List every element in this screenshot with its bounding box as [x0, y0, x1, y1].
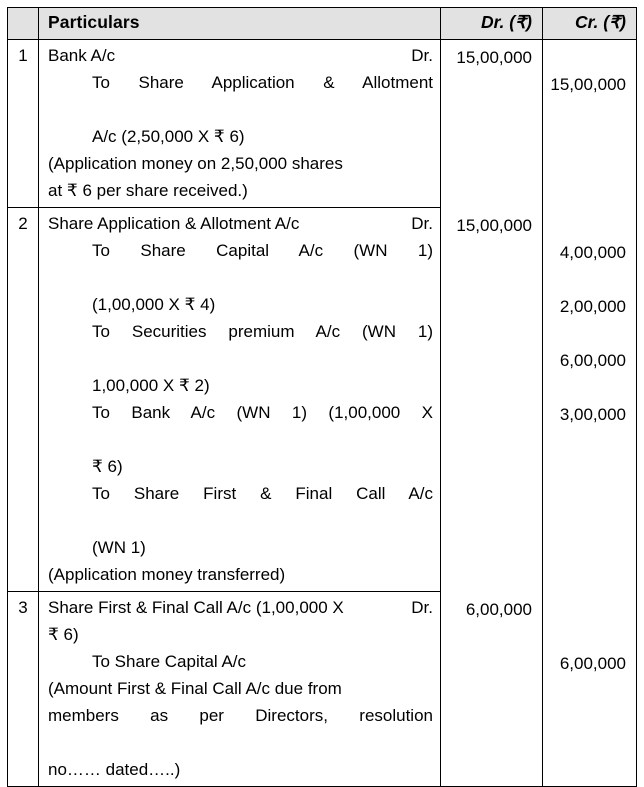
header-row: [8, 8, 637, 40]
column-header-debit: Dr. (₹): [441, 8, 543, 40]
narration-text: (Amount First & Final Call A/c due from: [48, 679, 342, 698]
journal-line-credit-account: [48, 648, 433, 675]
account-name: To Share Application & Allotment: [92, 73, 433, 92]
debit-amount: 15,00,000: [456, 48, 532, 67]
journal-line-credit-account: [48, 69, 433, 123]
journal-narration-line: [48, 675, 433, 702]
account-name: To Share Capital A/c (WN 1): [92, 241, 433, 260]
journal-narration-line: [48, 150, 433, 177]
account-detail: (1,00,000 X ₹ 4): [92, 295, 216, 314]
journal-line-debit-account: [48, 210, 433, 237]
credit-amount-cell: [543, 208, 637, 592]
journal-line-credit-account-cont: [48, 372, 433, 399]
dr-tag: Dr.: [411, 598, 433, 617]
journal-line-credit-account-cont: [48, 534, 433, 561]
table-header: [8, 8, 637, 40]
particulars-cell: [39, 40, 441, 208]
column-header-particulars: Particulars: [39, 8, 441, 40]
account-name: Share Application & Allotment A/c: [48, 214, 300, 233]
spacer: [549, 596, 626, 650]
account-name: To Securities premium A/c (WN 1): [92, 322, 433, 341]
credit-amount-cell: [543, 40, 637, 208]
journal-entry-table-container: [7, 7, 636, 779]
dr-tag: Dr.: [411, 46, 433, 65]
journal-line-credit-account-cont: [48, 291, 433, 318]
table-row: [8, 208, 637, 592]
credit-amount: 6,00,000: [559, 653, 626, 673]
debit-amount-cell: [441, 208, 543, 592]
debit-amount: 6,00,000: [465, 599, 532, 619]
journal-line-credit-account: [48, 237, 433, 291]
serial-number-cell: 1: [8, 40, 39, 208]
account-detail: ₹ 6): [92, 457, 123, 476]
journal-line-credit-account-cont: [48, 453, 433, 480]
journal-narration-line: [48, 756, 433, 783]
account-detail: (WN 1): [92, 538, 146, 557]
journal-narration-line: [48, 561, 433, 588]
credit-amount-cell: [543, 592, 637, 787]
account-detail: 1,00,000 X ₹ 2): [92, 376, 210, 395]
debit-amount-cell: [441, 40, 543, 208]
account-name: To Share First & Final Call A/c: [92, 484, 433, 503]
credit-amount: 3,00,000: [559, 404, 626, 424]
credit-amount: 15,00,000: [550, 75, 626, 94]
journal-entry-table: [7, 7, 637, 787]
account-detail: ₹ 6): [48, 625, 79, 644]
journal-line-credit-account: [48, 480, 433, 534]
column-header-serial-number: [8, 8, 39, 40]
table-row: [8, 592, 637, 787]
journal-narration-line: [48, 177, 433, 204]
serial-number-cell: 2: [8, 208, 39, 592]
spacer: [549, 320, 626, 347]
table-row: [8, 40, 637, 208]
particulars-cell: [39, 208, 441, 592]
spacer: [549, 374, 626, 401]
spacer: [549, 44, 626, 71]
account-name: Share First & Final Call A/c (1,00,000 X: [48, 598, 344, 617]
narration-text: at ₹ 6 per share received.): [48, 181, 248, 200]
spacer: [549, 212, 626, 239]
narration-text: (Application money transferred): [48, 565, 286, 584]
credit-amount: 2,00,000: [559, 296, 626, 316]
narration-text: members as per Directors, resolution: [48, 706, 433, 725]
journal-line-debit-account: [48, 42, 433, 69]
account-name: Bank A/c: [48, 46, 116, 65]
particulars-cell: [39, 592, 441, 787]
narration-text: no…… dated…..): [48, 760, 181, 779]
column-header-credit: Cr. (₹): [543, 8, 637, 40]
journal-line-debit-account-cont: [48, 621, 433, 648]
account-name: To Share Capital A/c: [92, 652, 247, 671]
account-detail: A/c (2,50,000 X ₹ 6): [92, 127, 245, 146]
journal-line-credit-account: [48, 318, 433, 372]
journal-narration-line: [48, 702, 433, 756]
journal-line-credit-account: [48, 399, 433, 453]
credit-amount: 6,00,000: [559, 350, 626, 370]
narration-text: (Application money on 2,50,000 shares: [48, 154, 343, 173]
account-name: To Bank A/c (WN 1) (1,00,000 X: [92, 403, 433, 422]
credit-amount: 4,00,000: [559, 242, 626, 262]
table-body: [8, 40, 637, 787]
spacer: [549, 266, 626, 293]
journal-line-credit-account-cont: [48, 123, 433, 150]
dr-tag: Dr.: [411, 214, 433, 233]
debit-amount: 15,00,000: [456, 215, 532, 235]
debit-amount-cell: [441, 592, 543, 787]
serial-number-cell: 3: [8, 592, 39, 787]
